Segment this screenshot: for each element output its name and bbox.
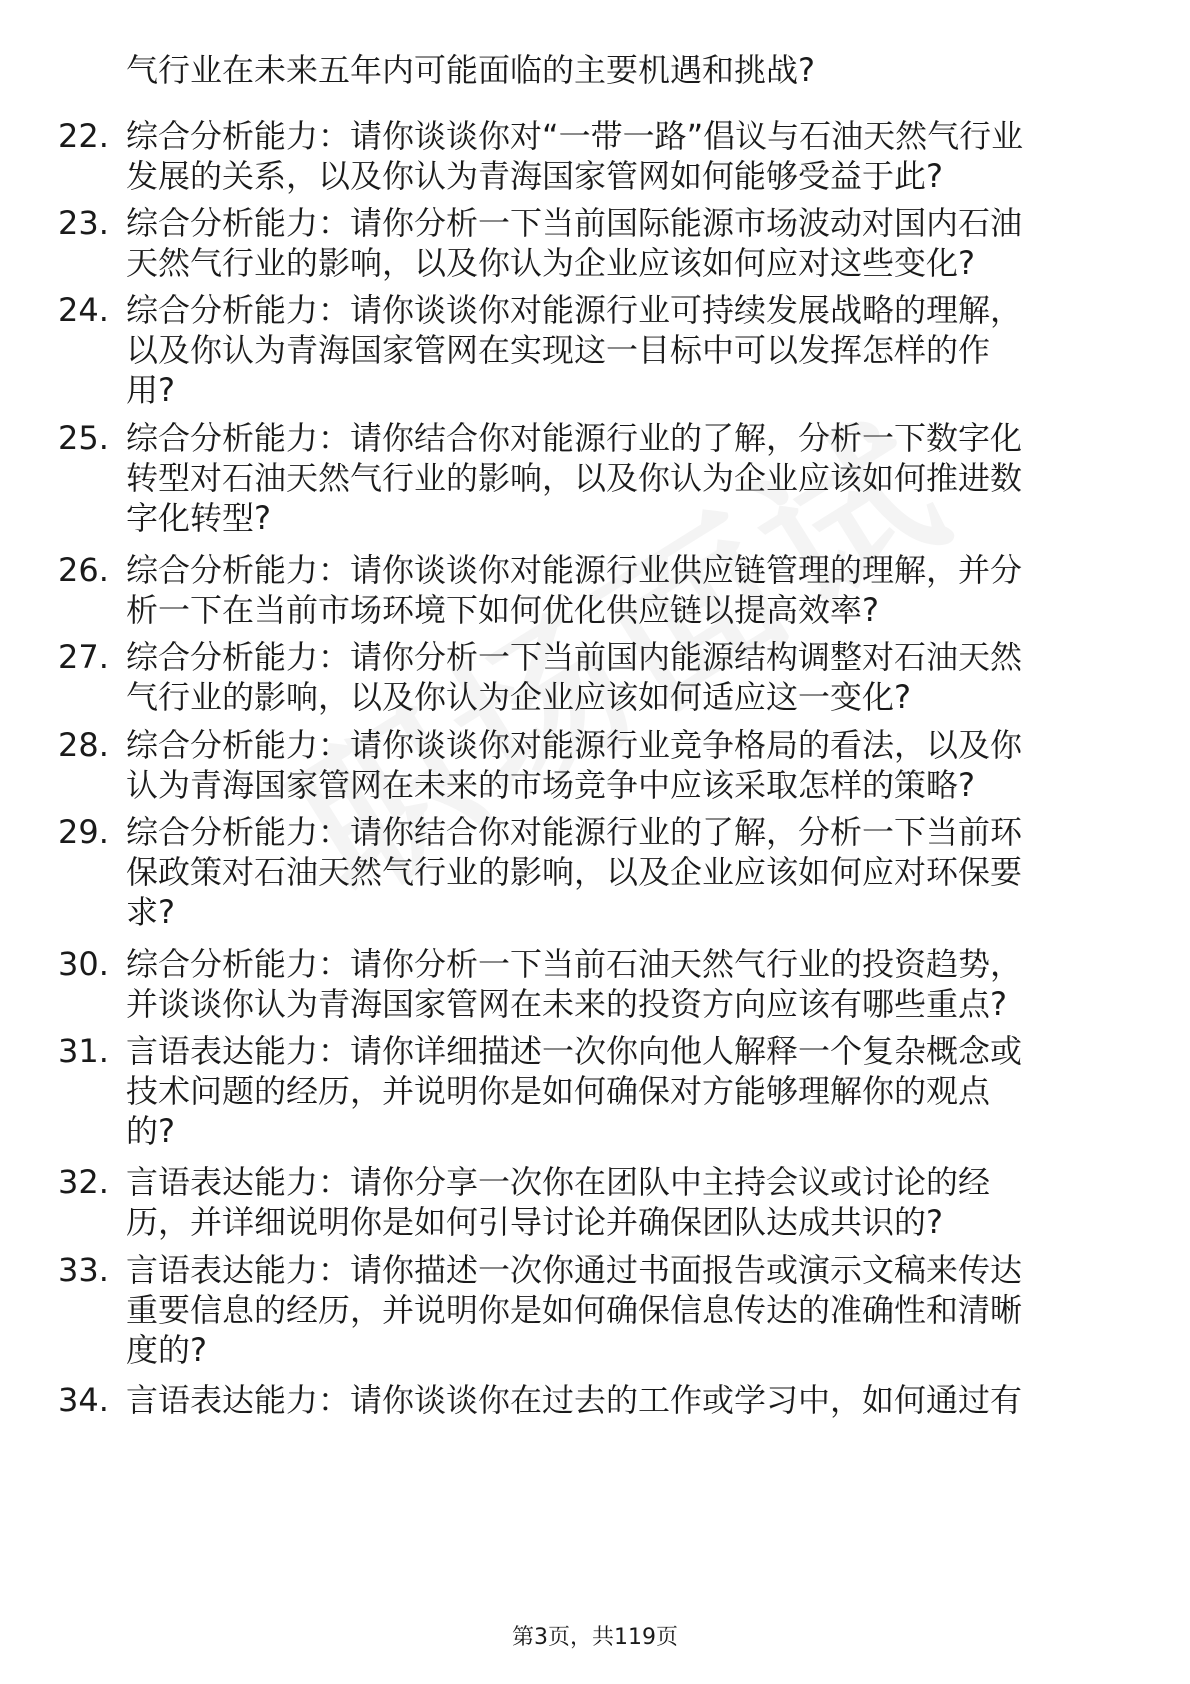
question-text-line: 综合分析能力：请你结合你对能源行业的了解，分析一下数字化 xyxy=(126,419,1023,457)
continuation-line: 气行业在未来五年内可能面临的主要机遇和挑战? xyxy=(126,51,815,89)
question-text-line: 析一下在当前市场环境下如何优化供应链以提高效率? xyxy=(126,591,879,629)
question-text-line: 度的? xyxy=(126,1331,207,1369)
question-number: 25. xyxy=(58,419,109,457)
question-text-line: 综合分析能力：请你分析一下当前国内能源结构调整对石油天然 xyxy=(126,638,1023,676)
question-number: 30. xyxy=(58,945,109,983)
question-number: 34. xyxy=(58,1381,109,1419)
question-text-line: 综合分析能力：请你谈谈你对“一带一路”倡议与石油天然气行业 xyxy=(126,117,1024,155)
question-text-line: 综合分析能力：请你谈谈你对能源行业竞争格局的看法，以及你 xyxy=(126,726,1023,764)
question-text-line: 转型对石油天然气行业的影响，以及你认为企业应该如何推进数 xyxy=(126,459,1023,497)
question-text-line: 并谈谈你认为青海国家管网在未来的投资方向应该有哪些重点? xyxy=(126,985,1007,1023)
page-footer: 第3页，共119页 xyxy=(512,1625,678,1650)
question-number: 31. xyxy=(58,1032,109,1070)
question-text-line: 天然气行业的影响，以及你认为企业应该如何应对这些变化? xyxy=(126,244,975,282)
question-text-line: 综合分析能力：请你结合你对能源行业的了解，分析一下当前环 xyxy=(126,813,1023,851)
question-text-line: 用? xyxy=(126,371,175,409)
question-number: 32. xyxy=(58,1163,109,1201)
question-text-line: 综合分析能力：请你分析一下当前国际能源市场波动对国内石油 xyxy=(126,204,1023,242)
question-number: 22. xyxy=(58,117,109,155)
question-number: 26. xyxy=(58,551,109,589)
question-number: 28. xyxy=(58,726,109,764)
question-text-line: 言语表达能力：请你详细描述一次你向他人解释一个复杂概念或 xyxy=(126,1032,1023,1070)
question-text-line: 气行业的影响，以及你认为企业应该如何适应这一变化? xyxy=(126,678,911,716)
question-text-line: 字化转型? xyxy=(126,499,271,537)
question-text-line: 的? xyxy=(126,1112,175,1150)
question-text-line: 求? xyxy=(126,893,175,931)
question-text-line: 历，并详细说明你是如何引导讨论并确保团队达成共识的? xyxy=(126,1203,943,1241)
question-number: 27. xyxy=(58,638,109,676)
question-text-line: 言语表达能力：请你谈谈你在过去的工作或学习中，如何通过有 xyxy=(126,1381,1023,1419)
question-text-line: 以及你认为青海国家管网在实现这一目标中可以发挥怎样的作 xyxy=(126,331,991,369)
question-number: 29. xyxy=(58,813,109,851)
question-text-line: 发展的关系，以及你认为青海国家管网如何能够受益于此? xyxy=(126,157,943,195)
question-text-line: 保政策对石油天然气行业的影响，以及企业应该如何应对环保要 xyxy=(126,853,1023,891)
question-text-line: 言语表达能力：请你描述一次你通过书面报告或演示文稿来传达 xyxy=(126,1251,1023,1289)
question-text-line: 综合分析能力：请你谈谈你对能源行业可持续发展战略的理解， xyxy=(126,291,1023,329)
question-text-line: 认为青海国家管网在未来的市场竞争中应该采取怎样的策略? xyxy=(126,766,975,804)
question-text-line: 综合分析能力：请你谈谈你对能源行业供应链管理的理解，并分 xyxy=(126,551,1023,589)
question-text-line: 言语表达能力：请你分享一次你在团队中主持会议或讨论的经 xyxy=(126,1163,991,1201)
question-number: 24. xyxy=(58,291,109,329)
question-number: 23. xyxy=(58,204,109,242)
question-text-line: 综合分析能力：请你分析一下当前石油天然气行业的投资趋势， xyxy=(126,945,1023,983)
question-text-line: 重要信息的经历，并说明你是如何确保信息传达的准确性和清晰 xyxy=(126,1291,1023,1329)
question-text-line: 技术问题的经历，并说明你是如何确保对方能够理解你的观点 xyxy=(126,1072,991,1110)
question-number: 33. xyxy=(58,1251,109,1289)
